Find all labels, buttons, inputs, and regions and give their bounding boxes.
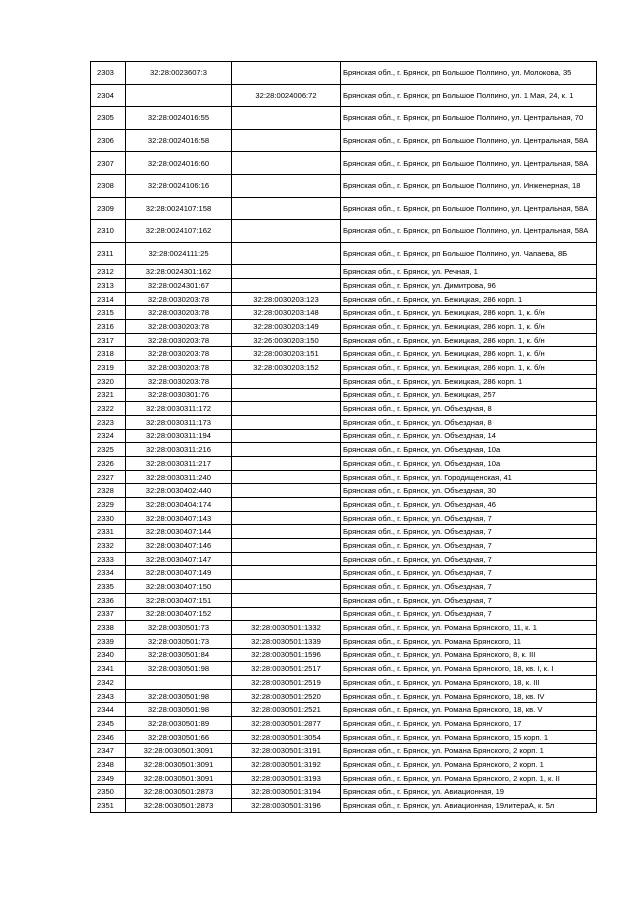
address-cell: Брянская обл., г. Брянск, ул. Романа Брянского, 18, кв. IV — [341, 689, 597, 703]
table-row — [91, 361, 597, 375]
address-cell: Брянская обл., г. Брянск, ул. Объездная, 8 — [341, 402, 597, 416]
row-number-cell: 2321 — [91, 388, 126, 402]
cadastral-number-cell: 32:28:0030407:151 — [126, 593, 232, 607]
address-cell: Брянская обл., г. Брянск, ул. Объездная, 10а — [341, 443, 597, 457]
address-cell: Брянская обл., г. Брянск, ул. Объездная, 7 — [341, 552, 597, 566]
table-row — [91, 265, 597, 279]
address-cell: Брянская обл., г. Брянск, ул. Городищенская, 41 — [341, 470, 597, 484]
address-cell: Брянская обл., г. Брянск, ул. Бежицкая, 286 корп. 1, к. б/н — [341, 306, 597, 320]
row-number-cell: 2342 — [91, 675, 126, 689]
address-cell: Брянская обл., г. Брянск, рп Большое Полпино, ул. Центральная, 58А — [341, 129, 597, 152]
address-cell: Брянская обл., г. Брянск, ул. Романа Брянского, 15 корп. 1 — [341, 730, 597, 744]
object-cadastral-number-cell — [232, 539, 341, 553]
row-number-cell: 2346 — [91, 730, 126, 744]
cadastral-number-cell: 32:28:0030404:174 — [126, 498, 232, 512]
table-row — [91, 717, 597, 731]
cadastral-number-cell: 32:28:0030501:2873 — [126, 785, 232, 799]
document-page — [90, 61, 596, 813]
address-cell: Брянская обл., г. Брянск, ул. Бежицкая, 286 корп. 1 — [341, 374, 597, 388]
object-cadastral-number-cell: 32:28:0030501:1596 — [232, 648, 341, 662]
cadastral-number-cell: 32:28:0030311:173 — [126, 415, 232, 429]
address-cell: Брянская обл., г. Брянск, ул. Романа Брянского, 8, к. III — [341, 648, 597, 662]
row-number-cell: 2331 — [91, 525, 126, 539]
row-number-cell: 2324 — [91, 429, 126, 443]
row-number-cell: 2314 — [91, 292, 126, 306]
table-row — [91, 484, 597, 498]
object-cadastral-number-cell — [232, 511, 341, 525]
address-cell: Брянская обл., г. Брянск, ул. Объездная, 7 — [341, 566, 597, 580]
object-cadastral-number-cell: 32:28:0030501:2519 — [232, 675, 341, 689]
object-cadastral-number-cell: 32:28:0030203:123 — [232, 292, 341, 306]
table-row — [91, 771, 597, 785]
address-cell: Брянская обл., г. Брянск, ул. Бежицкая, 286 корп. 1, к. б/н — [341, 347, 597, 361]
row-number-cell: 2349 — [91, 771, 126, 785]
cadastral-number-cell: 32:28:0030311:172 — [126, 402, 232, 416]
table-row — [91, 279, 597, 293]
table-row — [91, 107, 597, 130]
object-cadastral-number-cell: 32:28:0030501:3193 — [232, 771, 341, 785]
address-cell: Брянская обл., г. Брянск, рп Большое Полпино, ул. Чапаева, 8Б — [341, 242, 597, 265]
cadastral-number-cell: 32:28:0030311:240 — [126, 470, 232, 484]
object-cadastral-number-cell — [232, 580, 341, 594]
cadastral-number-cell: 32:28:0024016:58 — [126, 129, 232, 152]
table-row — [91, 292, 597, 306]
row-number-cell: 2336 — [91, 593, 126, 607]
table-row — [91, 621, 597, 635]
cadastral-number-cell: 32:28:0024107:162 — [126, 220, 232, 243]
cadastral-number-cell: 32:28:0030501:89 — [126, 717, 232, 731]
row-number-cell: 2328 — [91, 484, 126, 498]
table-row — [91, 84, 597, 107]
row-number-cell: 2307 — [91, 152, 126, 175]
object-cadastral-number-cell: 32:28:0030501:3194 — [232, 785, 341, 799]
table-row — [91, 703, 597, 717]
address-cell: Брянская обл., г. Брянск, ул. Романа Брянского, 11, к. 1 — [341, 621, 597, 635]
address-cell: Брянская обл., г. Брянск, ул. Бежицкая, 286 корп. 1, к. б/н — [341, 333, 597, 347]
object-cadastral-number-cell — [232, 456, 341, 470]
cadastral-number-cell: 32:28:0030203:78 — [126, 292, 232, 306]
object-cadastral-number-cell: 32:28:0030203:152 — [232, 361, 341, 375]
address-cell: Брянская обл., г. Брянск, ул. Объездная, 8 — [341, 415, 597, 429]
object-cadastral-number-cell — [232, 242, 341, 265]
object-cadastral-number-cell: 32:28:0030203:148 — [232, 306, 341, 320]
row-number-cell: 2348 — [91, 758, 126, 772]
table-row — [91, 374, 597, 388]
table-row — [91, 320, 597, 334]
cadastral-number-cell: 32:28:0030407:144 — [126, 525, 232, 539]
object-cadastral-number-cell — [232, 593, 341, 607]
row-number-cell: 2347 — [91, 744, 126, 758]
object-cadastral-number-cell — [232, 552, 341, 566]
table-row — [91, 511, 597, 525]
address-cell: Брянская обл., г. Брянск, ул. Объездная, 46 — [341, 498, 597, 512]
row-number-cell: 2335 — [91, 580, 126, 594]
row-number-cell: 2338 — [91, 621, 126, 635]
address-cell: Брянская обл., г. Брянск, ул. Объездная, 7 — [341, 607, 597, 621]
table-row — [91, 730, 597, 744]
row-number-cell: 2320 — [91, 374, 126, 388]
table-row — [91, 333, 597, 347]
row-number-cell: 2309 — [91, 197, 126, 220]
table-row — [91, 242, 597, 265]
row-number-cell: 2330 — [91, 511, 126, 525]
table-row — [91, 220, 597, 243]
address-cell: Брянская обл., г. Брянск, ул. Объездная, 7 — [341, 580, 597, 594]
object-cadastral-number-cell — [232, 107, 341, 130]
row-number-cell: 2326 — [91, 456, 126, 470]
address-cell: Брянская обл., г. Брянск, ул. Авиационная, 19 — [341, 785, 597, 799]
cadastral-number-cell: 32:28:0024106:16 — [126, 174, 232, 197]
object-cadastral-number-cell: 32:28:0030501:1332 — [232, 621, 341, 635]
object-cadastral-number-cell: 32:28:0030501:3192 — [232, 758, 341, 772]
object-cadastral-number-cell: 32:28:0030203:151 — [232, 347, 341, 361]
table-row — [91, 429, 597, 443]
cadastral-number-cell: 32:28:0030501:73 — [126, 634, 232, 648]
address-cell: Брянская обл., г. Брянск, ул. Объездная, 7 — [341, 511, 597, 525]
cadastral-number-cell: 32:28:0030407:143 — [126, 511, 232, 525]
row-number-cell: 2343 — [91, 689, 126, 703]
row-number-cell: 2351 — [91, 799, 126, 813]
cadastral-number-cell: 32:28:0030501:2873 — [126, 799, 232, 813]
row-number-cell: 2318 — [91, 347, 126, 361]
object-cadastral-number-cell — [232, 429, 341, 443]
object-cadastral-number-cell — [232, 388, 341, 402]
object-cadastral-number-cell — [232, 62, 341, 85]
row-number-cell: 2333 — [91, 552, 126, 566]
row-number-cell: 2332 — [91, 539, 126, 553]
row-number-cell: 2304 — [91, 84, 126, 107]
row-number-cell: 2316 — [91, 320, 126, 334]
row-number-cell: 2327 — [91, 470, 126, 484]
cadastral-number-cell: 32:28:0030203:78 — [126, 374, 232, 388]
object-cadastral-number-cell — [232, 279, 341, 293]
table-row — [91, 593, 597, 607]
row-number-cell: 2305 — [91, 107, 126, 130]
cadastral-number-cell: 32:28:0023607:3 — [126, 62, 232, 85]
cadastral-number-cell: 32:28:0030501:98 — [126, 689, 232, 703]
cadastral-number-cell: 32:28:0024111:25 — [126, 242, 232, 265]
cadastral-number-cell: 32:28:0030402:440 — [126, 484, 232, 498]
cadastral-number-cell: 32:28:0024016:55 — [126, 107, 232, 130]
table-row — [91, 634, 597, 648]
cadastral-number-cell: 32:28:0030203:78 — [126, 333, 232, 347]
object-cadastral-number-cell: 32:28:0030501:1339 — [232, 634, 341, 648]
address-cell: Брянская обл., г. Брянск, рп Большое Полпино, ул. Центральная, 58А — [341, 197, 597, 220]
row-number-cell: 2340 — [91, 648, 126, 662]
row-number-cell: 2350 — [91, 785, 126, 799]
address-cell: Брянская обл., г. Брянск, ул. Димитрова, 96 — [341, 279, 597, 293]
address-cell: Брянская обл., г. Брянск, ул. Объездная, 7 — [341, 525, 597, 539]
cadastral-number-cell: 32:28:0030407:146 — [126, 539, 232, 553]
table-row — [91, 415, 597, 429]
object-cadastral-number-cell — [232, 443, 341, 457]
cadastral-number-cell: 32:28:0030311:216 — [126, 443, 232, 457]
row-number-cell: 2310 — [91, 220, 126, 243]
object-cadastral-number-cell — [232, 174, 341, 197]
object-cadastral-number-cell — [232, 197, 341, 220]
row-number-cell: 2337 — [91, 607, 126, 621]
cadastral-number-cell: 32:28:0030501:3091 — [126, 758, 232, 772]
registry-table-body — [91, 62, 597, 813]
object-cadastral-number-cell — [232, 498, 341, 512]
address-cell: Брянская обл., г. Брянск, ул. Объездная, 30 — [341, 484, 597, 498]
object-cadastral-number-cell — [232, 484, 341, 498]
object-cadastral-number-cell: 32:28:0030501:2877 — [232, 717, 341, 731]
row-number-cell: 2323 — [91, 415, 126, 429]
row-number-cell: 2317 — [91, 333, 126, 347]
address-cell: Брянская обл., г. Брянск, рп Большое Полпино, ул. Центральная, 70 — [341, 107, 597, 130]
table-row — [91, 580, 597, 594]
table-row — [91, 306, 597, 320]
object-cadastral-number-cell: 32:28:0024006:72 — [232, 84, 341, 107]
object-cadastral-number-cell: 32:28:0030501:3196 — [232, 799, 341, 813]
row-number-cell: 2341 — [91, 662, 126, 676]
address-cell: Брянская обл., г. Брянск, ул. Романа Брянского, 2 корп. 1 — [341, 744, 597, 758]
row-number-cell: 2313 — [91, 279, 126, 293]
table-row — [91, 552, 597, 566]
address-cell: Брянская обл., г. Брянск, рп Большое Полпино, ул. Центральная, 58А — [341, 152, 597, 175]
cadastral-number-cell: 32:28:0030311:194 — [126, 429, 232, 443]
address-cell: Брянская обл., г. Брянск, ул. Речная, 1 — [341, 265, 597, 279]
cadastral-number-cell: 32:28:0030407:149 — [126, 566, 232, 580]
address-cell: Брянская обл., г. Брянск, ул. Бежицкая, 286 корп. 1, к. б/н — [341, 361, 597, 375]
registry-table — [90, 61, 597, 813]
row-number-cell: 2306 — [91, 129, 126, 152]
table-row — [91, 758, 597, 772]
address-cell: Брянская обл., г. Брянск, ул. Романа Брянского, 2 корп. 1, к. II — [341, 771, 597, 785]
cadastral-number-cell: 32:28:0030203:78 — [126, 347, 232, 361]
address-cell: Брянская обл., г. Брянск, ул. Романа Брянского, 17 — [341, 717, 597, 731]
object-cadastral-number-cell — [232, 374, 341, 388]
table-row — [91, 456, 597, 470]
cadastral-number-cell: 32:28:0030301:76 — [126, 388, 232, 402]
table-row — [91, 498, 597, 512]
table-row — [91, 402, 597, 416]
cadastral-number-cell: 32:28:0024301:162 — [126, 265, 232, 279]
table-row — [91, 799, 597, 813]
cadastral-number-cell: 32:28:0030501:3091 — [126, 771, 232, 785]
table-row — [91, 347, 597, 361]
row-number-cell: 2345 — [91, 717, 126, 731]
object-cadastral-number-cell — [232, 607, 341, 621]
address-cell: Брянская обл., г. Брянск, ул. Романа Брянского, 18, кв. I, к. I — [341, 662, 597, 676]
row-number-cell: 2315 — [91, 306, 126, 320]
object-cadastral-number-cell: 32:26:0030203:150 — [232, 333, 341, 347]
object-cadastral-number-cell: 32:28:0030501:2517 — [232, 662, 341, 676]
table-row — [91, 785, 597, 799]
table-row — [91, 129, 597, 152]
cadastral-number-cell: 32:28:0030203:78 — [126, 306, 232, 320]
object-cadastral-number-cell — [232, 566, 341, 580]
cadastral-number-cell: 32:28:0030501:73 — [126, 621, 232, 635]
address-cell: Брянская обл., г. Брянск, рп Большое Полпино, ул. Инженерная, 18 — [341, 174, 597, 197]
cadastral-number-cell: 32:28:0030407:152 — [126, 607, 232, 621]
row-number-cell: 2344 — [91, 703, 126, 717]
cadastral-number-cell: 32:28:0024107:158 — [126, 197, 232, 220]
cadastral-number-cell: 32:28:0030501:3091 — [126, 744, 232, 758]
row-number-cell: 2319 — [91, 361, 126, 375]
cadastral-number-cell: 32:28:0024016:60 — [126, 152, 232, 175]
cadastral-number-cell: 32:28:0030501:98 — [126, 703, 232, 717]
address-cell: Брянская обл., г. Брянск, ул. Романа Брянского, 18, кв. V — [341, 703, 597, 717]
table-row — [91, 662, 597, 676]
table-row — [91, 648, 597, 662]
cadastral-number-cell: 32:28:0030501:66 — [126, 730, 232, 744]
object-cadastral-number-cell: 32:28:0030501:2520 — [232, 689, 341, 703]
cadastral-number-cell: 32:28:0024301:67 — [126, 279, 232, 293]
address-cell: Брянская обл., г. Брянск, ул. Бежицкая, 257 — [341, 388, 597, 402]
row-number-cell: 2322 — [91, 402, 126, 416]
row-number-cell: 2312 — [91, 265, 126, 279]
table-row — [91, 388, 597, 402]
row-number-cell: 2303 — [91, 62, 126, 85]
object-cadastral-number-cell — [232, 470, 341, 484]
row-number-cell: 2329 — [91, 498, 126, 512]
object-cadastral-number-cell — [232, 129, 341, 152]
object-cadastral-number-cell — [232, 220, 341, 243]
table-row — [91, 539, 597, 553]
cadastral-number-cell — [126, 84, 232, 107]
object-cadastral-number-cell — [232, 415, 341, 429]
object-cadastral-number-cell — [232, 402, 341, 416]
row-number-cell: 2325 — [91, 443, 126, 457]
table-row — [91, 525, 597, 539]
address-cell: Брянская обл., г. Брянск, рп Большое Полпино, ул. Молокова, 35 — [341, 62, 597, 85]
cadastral-number-cell: 32:28:0030407:147 — [126, 552, 232, 566]
row-number-cell: 2308 — [91, 174, 126, 197]
object-cadastral-number-cell: 32:28:0030501:2521 — [232, 703, 341, 717]
address-cell: Брянская обл., г. Брянск, рп Большое Полпино, ул. 1 Мая, 24, к. 1 — [341, 84, 597, 107]
cadastral-number-cell: 32:28:0030501:84 — [126, 648, 232, 662]
row-number-cell: 2311 — [91, 242, 126, 265]
cadastral-number-cell: 32:28:0030203:78 — [126, 320, 232, 334]
address-cell: Брянская обл., г. Брянск, ул. Романа Брянского, 11 — [341, 634, 597, 648]
row-number-cell: 2339 — [91, 634, 126, 648]
table-row — [91, 174, 597, 197]
address-cell: Брянская обл., г. Брянск, ул. Объездная, 7 — [341, 539, 597, 553]
object-cadastral-number-cell — [232, 525, 341, 539]
address-cell: Брянская обл., г. Брянск, ул. Бежицкая, 286 корп. 1, к. б/н — [341, 320, 597, 334]
table-row — [91, 152, 597, 175]
object-cadastral-number-cell: 32:28:0030501:3054 — [232, 730, 341, 744]
cadastral-number-cell: 32:28:0030407:150 — [126, 580, 232, 594]
cadastral-number-cell: 32:28:0030203:78 — [126, 361, 232, 375]
table-row — [91, 197, 597, 220]
table-row — [91, 689, 597, 703]
table-row — [91, 675, 597, 689]
table-row — [91, 566, 597, 580]
address-cell: Брянская обл., г. Брянск, ул. Романа Брянского, 2 корп. 1 — [341, 758, 597, 772]
address-cell: Брянская обл., г. Брянск, ул. Бежицкая, 286 корп. 1 — [341, 292, 597, 306]
table-row — [91, 607, 597, 621]
object-cadastral-number-cell — [232, 152, 341, 175]
address-cell: Брянская обл., г. Брянск, рп Большое Полпино, ул. Центральная, 58А — [341, 220, 597, 243]
table-row — [91, 62, 597, 85]
cadastral-number-cell: 32:28:0030311:217 — [126, 456, 232, 470]
table-row — [91, 443, 597, 457]
object-cadastral-number-cell: 32:28:0030501:3191 — [232, 744, 341, 758]
address-cell: Брянская обл., г. Брянск, ул. Объездная, 7 — [341, 593, 597, 607]
cadastral-number-cell — [126, 675, 232, 689]
cadastral-number-cell: 32:28:0030501:98 — [126, 662, 232, 676]
table-row — [91, 744, 597, 758]
address-cell: Брянская обл., г. Брянск, ул. Объездная, 10а — [341, 456, 597, 470]
row-number-cell: 2334 — [91, 566, 126, 580]
address-cell: Брянская обл., г. Брянск, ул. Авиационная, 19литераА, к. 5л — [341, 799, 597, 813]
table-row — [91, 470, 597, 484]
object-cadastral-number-cell — [232, 265, 341, 279]
address-cell: Брянская обл., г. Брянск, ул. Объездная, 14 — [341, 429, 597, 443]
address-cell: Брянская обл., г. Брянск, ул. Романа Брянского, 18, к. III — [341, 675, 597, 689]
object-cadastral-number-cell: 32:28:0030203:149 — [232, 320, 341, 334]
